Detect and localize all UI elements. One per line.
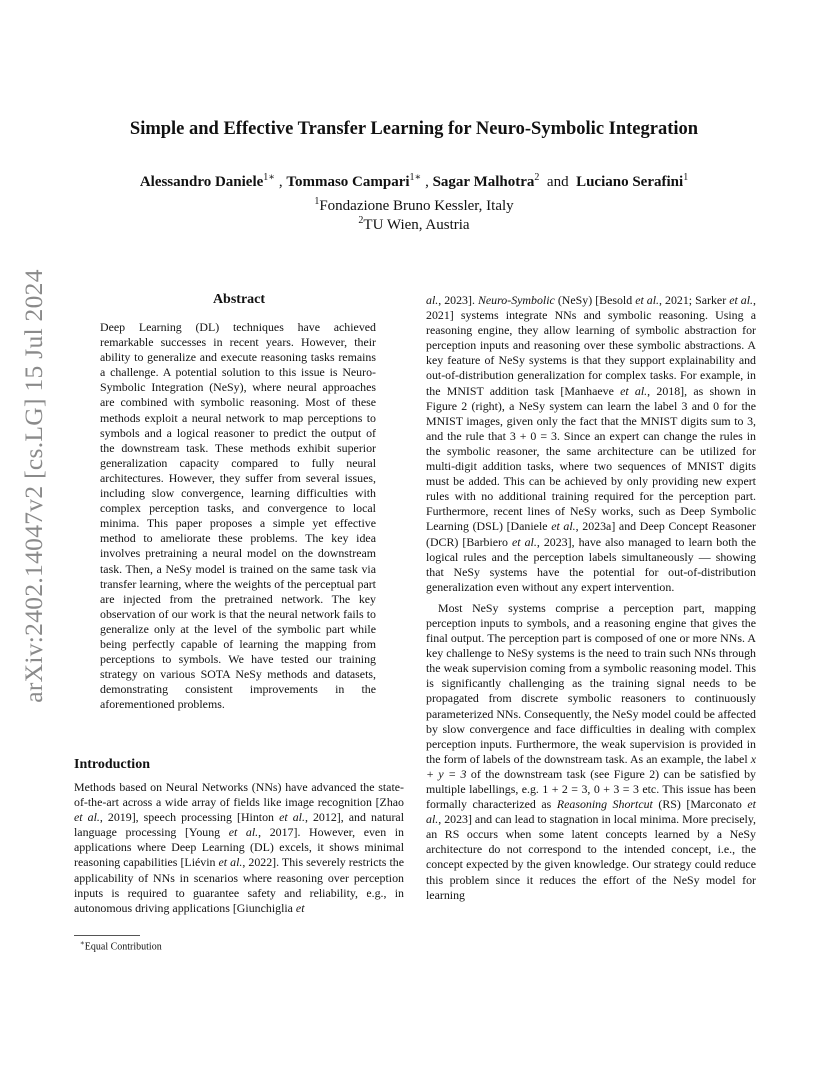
math-expression: x + y = 3	[426, 751, 756, 781]
right-column-text	[426, 293, 756, 903]
abstract-heading: Abstract	[212, 292, 266, 307]
affiliation: $^1$Fondazione Bruno Kessler, Italy	[314, 196, 514, 214]
math-expression: 3 + 0 = 3	[509, 428, 557, 443]
paragraph: al., 2023]. Neuro-Symbolic (NeSy) [Besold et al., 2021; Sarker et al., 2021] systems integrate NNs and symbolic reasoning. Using a reasoning engine, they allow learning of symbolic abstraction for perception inputs and reasoning over these symbolic abstractions. A key feature of NeSy systems is that they support explainability and out-of-distribution generalization for complex tasks. For example, in the MNIST addition task [Manhaeve et al., 2018], as shown in Figure 2 (right), a NeSy system can learn the label 3 and 0 for the MNIST images, given only the fact that the MNIST digits sum to 3, and the rule that 3 + 0 = 3. Since an expert can change the rules in the symbolic reasoner, the same architecture can be utilized for multi-digit addition tasks, where two sequences of MNIST digits must be added. This can be achieved by only providing new expert rules with no additional training required for the perception part. Furthermore, recent lines of NeSy works, such as Deep Symbolic Learning (DSL) [Daniele et al., 2023a] and Deep Concept Reasoner (DCR) [Barbiero et al., 2023], have also managed to learn both the logical rules and the perception labels simultaneously — showing that NeSy systems have the potential for out-of-distribution generalization even without any expert intervention.	[426, 293, 757, 594]
author-name: Alessandro Daniele	[139, 174, 264, 190]
abstract-text: Deep Learning (DL) techniques have achieved remarkable successes in recent years. However, their ability to generalize and execute reasoning tasks remains a challenge. A potential solution to this issue is Neuro-Symbolic Integration (NeSy), where neural approaches are combined with symbolic reasoning. Most of these methods exploit a neural network to map perceptions to symbols and a logical reasoner to predict the output of the downstream task. These methods exhibit superior generalization capacity compared to fully neural architectures. However, they suffer from several issues, including slow convergence, learning difficulties with complex perception tasks, and convergence to local minima. This paper proposes a simple yet effective method to ameliorate these problems. The key idea involves pretraining a neural model on the downstream task. Then, a NeSy model is trained on the same task via transfer learning, where the weights of the perceptual part are injected from the pretrained network. The key observation of our work is that the neural network fails to generalize only at the level of the symbolic part while being perfectly capable of learning the mapping from perceptions to symbols. We have tested our training strategy on various SOTA NeSy methods and datasets, demonstrating consistent improvements in the aforementioned problems.	[100, 320, 376, 712]
affiliation: $^2$TU Wien, Austria	[358, 215, 470, 233]
paragraph: Most NeSy systems comprise a perception part, mapping perception inputs to symbols, and a reasoning engine that gives the final output. The perception part is composed of one or more NNs. A key challenge to NeSy systems is the need to train such NNs through the weak supervision coming from a symbolic reasoning model. This is significantly challenging as the training signal needs to be propagated from discrete symbolic reasoners to continuously parameterized NNs. Consequently, the NeSy model could be affected by slow convergence and face difficulties in dealing with complex perception inputs. Furthermore, the weak supervision is provided in the form of labels of the downstream task. As an example, the label x + y = 3 of the downstream task (see Figure 2) can be satisfied by multiple labellings, e.g. 1 + 2 = 3, 0 + 3 = 3 etc. This issue has been formally characterized as Reasoning Shortcut (RS) [Marconato et al., 2023] and can lead to stagnation in local minima. More precisely, an RS occurs when some latent concepts learned by a NeSy architecture do not correspond to the intended concept, i.e., the concept expected by the given knowledge. Our strategy could reduce this problem since it reduces the effort of the NeSy model for learning	[426, 600, 756, 902]
introduction-text: Methods based on Neural Networks (NNs) have advanced the state-of-the-art across a wide array of fields like image recognition [Zhao et al., 2019], speech processing [Hinton et al., 2012], and natural language processing [Young et al., 2017]. However, even in applications where Deep Learning (DL) excels, it shows minimal reasoning capabilities [Liévin et al., 2022]. This severely restricts the applicability of NNs in scenarios where reasoning over perception inputs is required to guarantee safety and reliability, e.g., in autonomous driving applications [Giunchiglia et	[74, 780, 405, 915]
footnote: ∗Equal Contribution	[80, 939, 162, 953]
arxiv-stamp: arXiv:2402.14047v2 [cs.LG] 15 Jul 2024	[19, 269, 48, 703]
paper-title: Simple and Effective Transfer Learning for Neuro-Symbolic Integration	[129, 119, 699, 139]
introduction-heading: Introduction	[74, 757, 150, 772]
footnote-rule	[74, 935, 140, 936]
author-name: Tommaso Campari	[286, 174, 410, 190]
author-name: Sagar Malhotra	[432, 174, 535, 190]
math-expression: 1 + 2 = 3, 0 + 3 = 3	[542, 782, 639, 796]
author-list: Alessandro Daniele$^{1∗}$ , Tommaso Campari$^{1∗}$ , Sagar Malhotra$^2$ and Luciano Serafini$^1$	[139, 172, 689, 190]
author-name: Luciano Serafini	[576, 174, 684, 190]
